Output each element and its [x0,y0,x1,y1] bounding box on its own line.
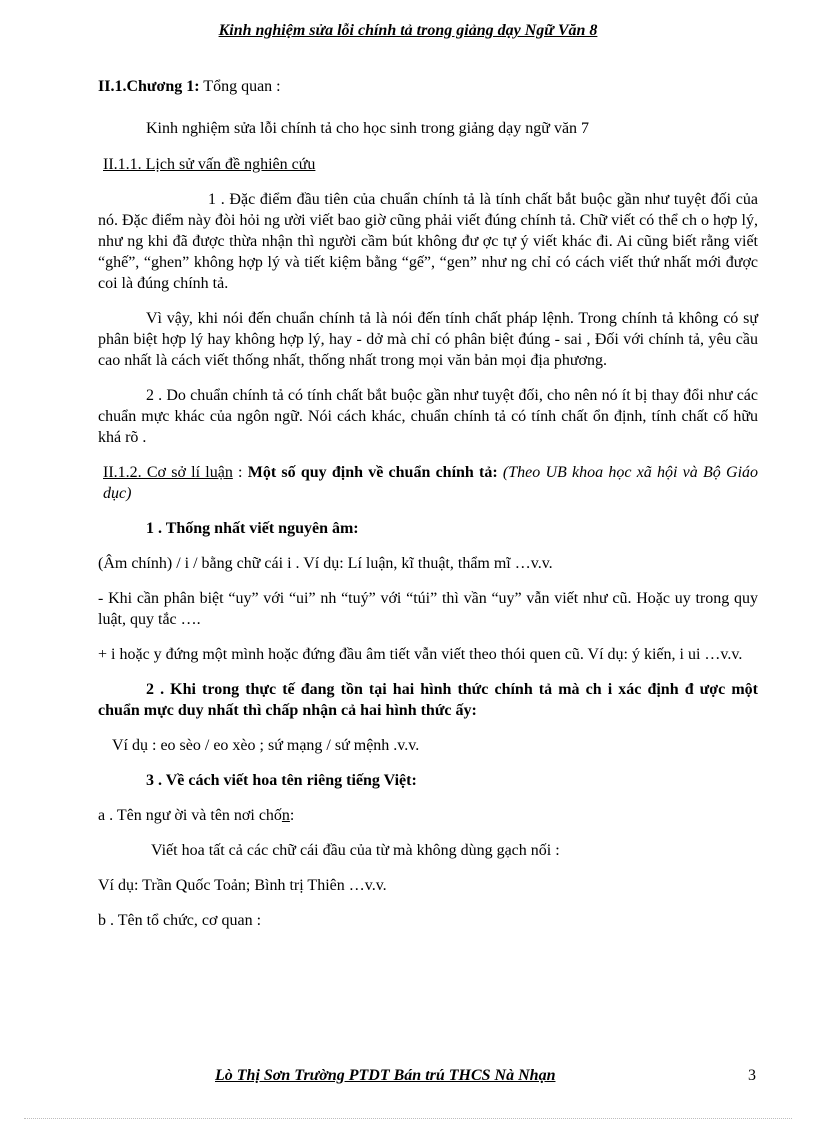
header-title: Kinh nghiệm sửa lỗi chính tả trong giảng dạy Ngữ Văn 8 [218,22,598,39]
page-header [0,22,816,40]
item1-line-2: - Khi cần phân biệt “uy” với “ui” nh “tuý” với “túi” thì vần “uy” vẫn viết như cũ. Hoặc uy trong quy luật, quy tắc …. [98,590,758,628]
section1-paragraph-3: 2 . Do chuẩn chính tả có tính chất bắt buộc gần như tuyệt đối, cho nên nó ít bị thay đổi như các chuẩn mực khác của ngôn ngữ. Nói cách khác, chuẩn chính tả có tính chất ổn định, tính chất cố hữu khá rõ . [98,387,758,446]
item1-heading: 1 . Thống nhất viết nguyên âm: [146,520,359,537]
intro-line: Kinh nghiệm sửa lỗi chính tả cho học sinh trong giảng dạy ngữ văn 7 [146,120,590,137]
section1-title: II.1.1. Lịch sử vấn đề nghiên cứu [103,156,316,173]
item1-line-3: + i hoặc y đứng một mình hoặc đứng đầu âm tiết vẫn viết theo thói quen cũ. Ví dụ: ý kiến, i ui …v.v. [98,646,743,663]
item1-line-1: (Âm chính) / i / bằng chữ cái i . Ví dụ: Lí luận, kĩ thuật, thẩm mĩ …v.v. [98,555,553,572]
item2-heading: 2 . Khi trong thực tế đang tồn tại hai hình thức chính tả mà ch i xác định đ ược một chuẩn mực duy nhất thì chấp nhận cả hai hình thức ấy: [98,681,758,719]
document-body [98,76,758,931]
footer-author: Lò Thị Sơn Trường PTDT Bán trú THCS Nà Nhạn [215,1067,556,1084]
item3-a-example: Ví dụ: Trần Quốc Toản; Bình trị Thiên …v.v. [98,877,387,894]
section1-paragraph-2: Vì vậy, khi nói đến chuẩn chính tả là nói đến tính chất pháp lệnh. Trong chính tả không có sự phân biệt hợp lý hay không hợp lý, hay - dở mà chỉ có phân biệt đúng - sai , Đối với chính tả, yêu cầu cao nhất là cách viết thống nhất, thống nhất trong mọi văn bản mọi địa phương. [98,310,758,369]
chapter-label: II.1.Chương 1: [98,78,200,95]
item3-b-heading: b . Tên tổ chức, cơ quan : [98,912,262,929]
section2-italic-note: (Theo UB khoa học xã hội và Bộ Giáo dục) [103,464,759,502]
page-bottom-divider [24,1118,792,1119]
section2-title: II.1.2. Cơ sở lí luận [103,464,233,481]
item2-example: Ví dụ : eo sèo / eo xèo ; sứ mạng / sứ mệnh .v.v. [112,737,420,754]
chapter-title: Tổng quan : [199,78,281,95]
chapter-heading [98,76,758,97]
section2-bold-text: Một số quy định về chuẩn chính tả: [247,464,498,481]
item3-a-heading: a . Tên ngư ời và tên nơi chốn: [98,807,295,824]
page-number: 3 [748,1067,756,1084]
section1-paragraph-1: 1 . Đặc điểm đầu tiên của chuẩn chính tả là tính chất bắt buộc gần như tuyệt đối của nó. Đặc điểm này đòi hỏi ng ười viết bao giờ cũng phải viết đúng chính tả. Chữ viết có thể ch o hợp lý, như ng khi đã được thừa nhận thì người cầm bút không đư ợc tự ý viết khác đi. Ai cũng biết rằng viết “ghế”, “ghen” không hợp lý và tiết kiệm bằng “gế”, “gen” như ng chỉ có cách viết thứ nhất mới được coi là đúng chính tả. [98,191,758,292]
item3-a-text: Viết hoa tất cả các chữ cái đầu của từ mà không dùng gạch nối : [151,842,560,859]
section2-heading [98,462,758,504]
section2-separator: : [232,464,248,481]
item3-heading: 3 . Về cách viết hoa tên riêng tiếng Việt: [146,772,417,789]
